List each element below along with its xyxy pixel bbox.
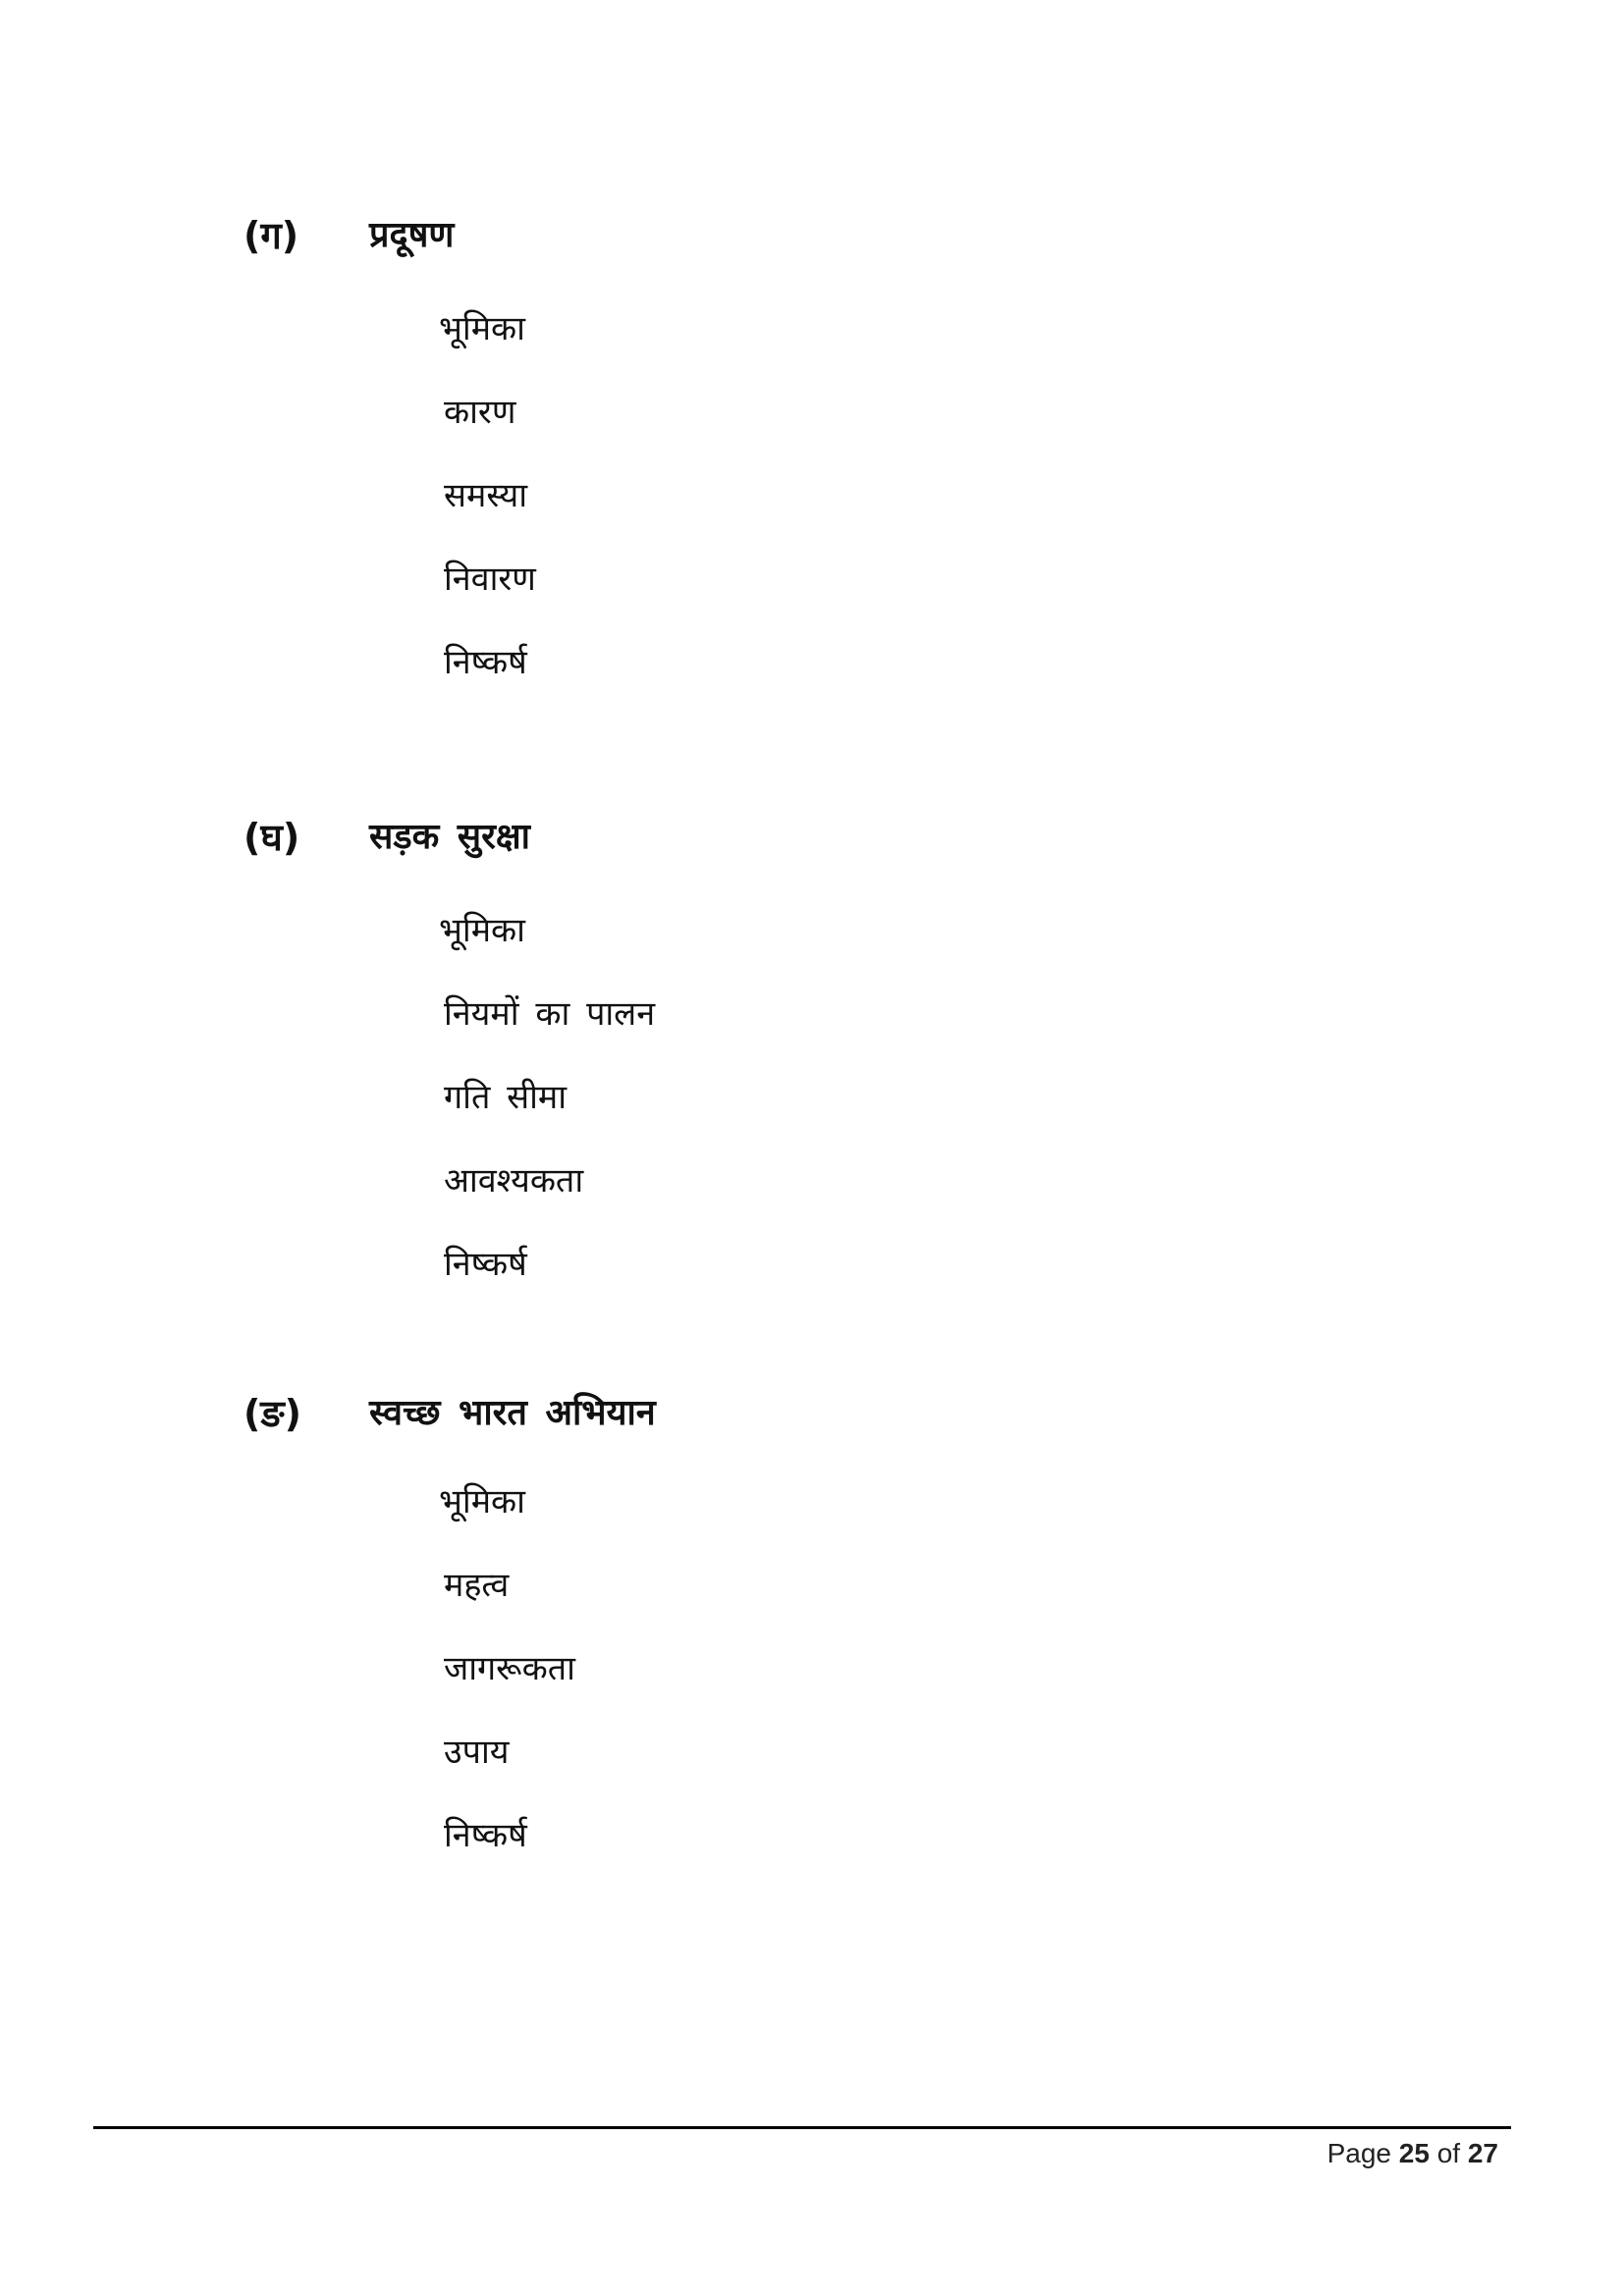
section-title: प्रदूषण bbox=[369, 215, 455, 255]
section-title: स्वच्छ भारत अभियान bbox=[369, 1393, 656, 1433]
item-text: उपाय bbox=[444, 1733, 510, 1772]
item-text: आवश्यकता bbox=[444, 1161, 584, 1201]
footer-divider bbox=[93, 2126, 1511, 2129]
item-text: भूमिका bbox=[439, 911, 525, 950]
section-heading bbox=[0, 813, 884, 872]
section-title: सड़क सुरक्षा bbox=[369, 817, 530, 857]
item-text: भूमिका bbox=[439, 309, 525, 348]
section-marker: (घ) bbox=[244, 816, 300, 859]
list-item bbox=[0, 1813, 884, 1864]
item-text: महत्व bbox=[444, 1566, 510, 1605]
list-item bbox=[0, 991, 884, 1042]
list-item bbox=[0, 1242, 884, 1293]
section-heading bbox=[0, 1389, 884, 1448]
item-text: नियमों का पालन bbox=[444, 994, 656, 1034]
page-number bbox=[1327, 2134, 1498, 2173]
section-marker: (ग) bbox=[244, 214, 299, 257]
item-text: भूमिका bbox=[439, 1482, 525, 1522]
item-text: गति सीमा bbox=[444, 1078, 568, 1117]
item-text: जागरूकता bbox=[444, 1649, 575, 1688]
list-item bbox=[0, 473, 884, 524]
list-item bbox=[0, 306, 884, 357]
list-item bbox=[0, 1075, 884, 1126]
list-item bbox=[0, 1479, 884, 1530]
page-of: of bbox=[1436, 2138, 1461, 2168]
item-text: समस्या bbox=[444, 476, 528, 515]
item-text: निष्कर्ष bbox=[444, 1816, 527, 1855]
list-item bbox=[0, 908, 884, 959]
page-prefix: Page bbox=[1326, 2138, 1391, 2168]
list-item bbox=[0, 557, 884, 608]
list-item bbox=[0, 1646, 884, 1697]
item-text: निष्कर्ष bbox=[444, 1245, 527, 1284]
list-item bbox=[0, 390, 884, 441]
item-text: निष्कर्ष bbox=[444, 643, 527, 682]
item-text: कारण bbox=[444, 393, 516, 432]
section-heading bbox=[0, 211, 884, 270]
item-text: निवारण bbox=[444, 560, 536, 599]
section-marker: (ङ) bbox=[244, 1392, 301, 1435]
list-item bbox=[0, 1730, 884, 1781]
page-current: 25 bbox=[1398, 2138, 1430, 2168]
list-item bbox=[0, 1158, 884, 1209]
page-total: 27 bbox=[1467, 2138, 1498, 2168]
list-item bbox=[0, 1563, 884, 1614]
list-item bbox=[0, 640, 884, 691]
